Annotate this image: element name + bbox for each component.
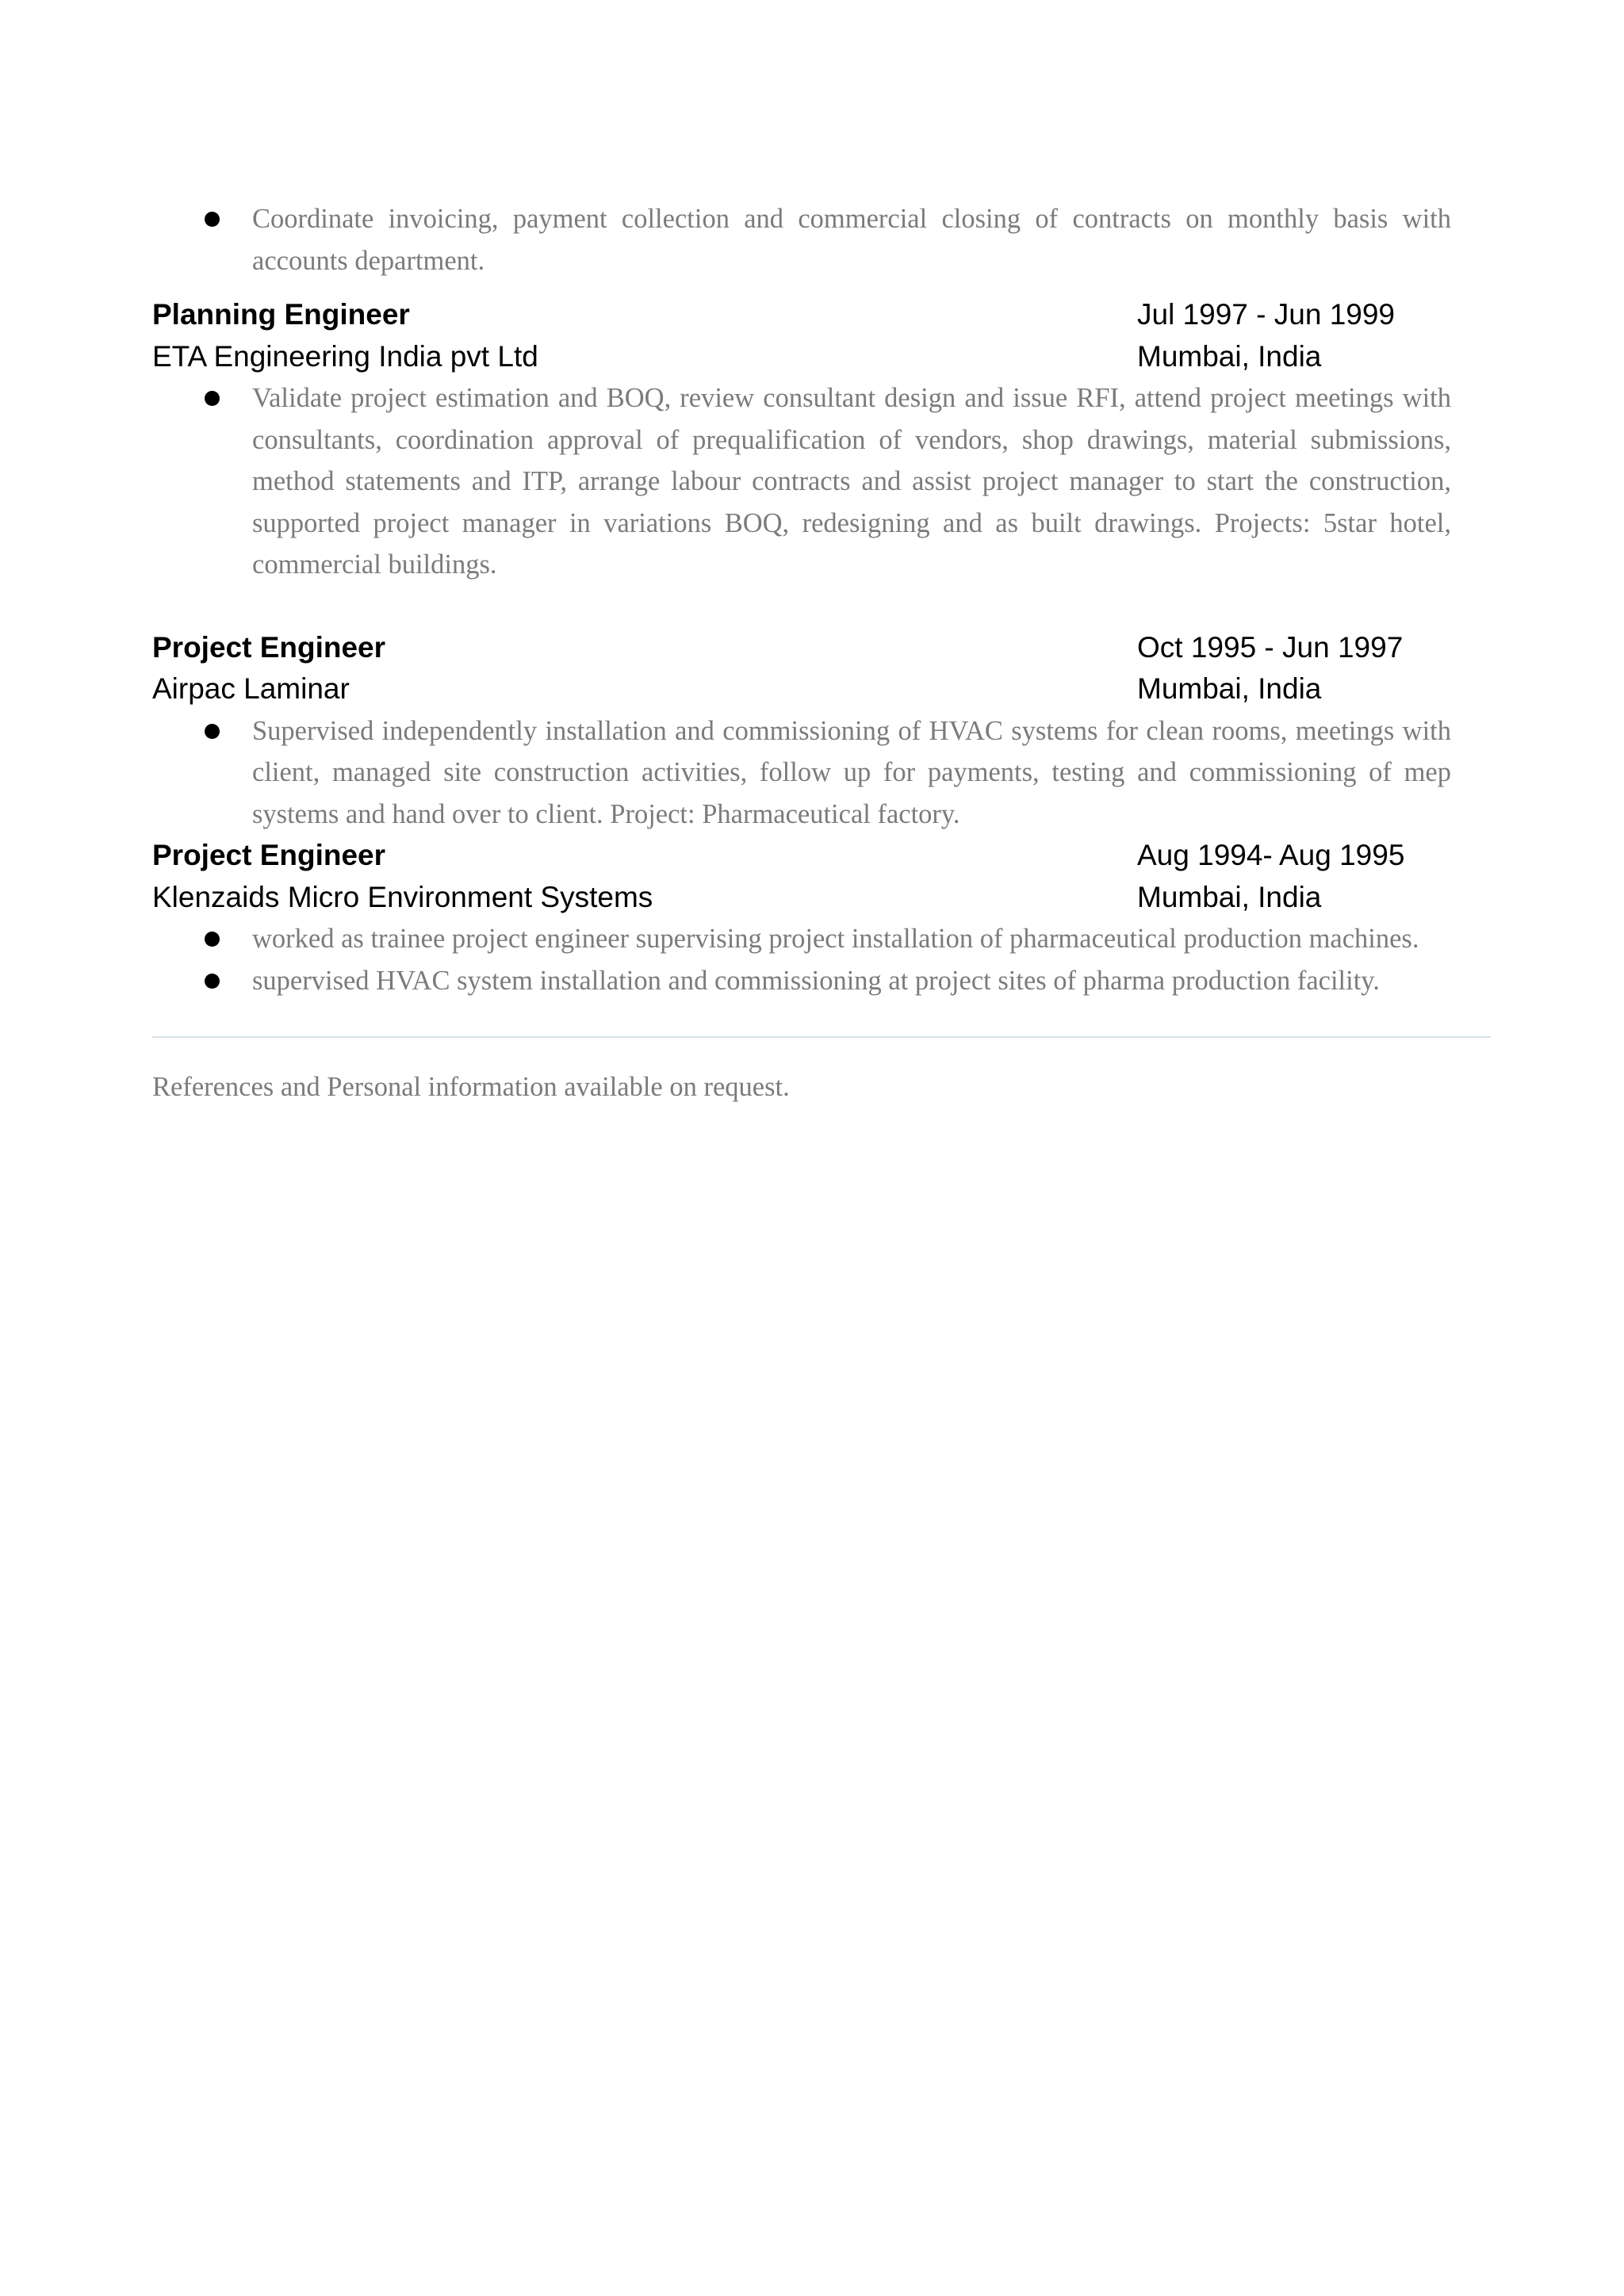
bullet-text: Supervised independently installation and commissioning of HVAC systems for clean rooms, meetings with client, managed site construction activities, follow up for payments, testing and commissioning of mep systems and hand over to client. Project: Pharmaceutical factory. [252,715,1451,829]
job-title-row [152,835,1491,877]
job-title: Project Engineer [152,839,386,871]
job-title-row [152,627,1491,669]
job-location: Mumbai, India [1137,339,1322,373]
list-item [252,918,1451,960]
job-company-row [152,877,1491,919]
job-location: Mumbai, India [1137,672,1322,705]
job-bullet-list [152,377,1491,586]
job-entry-planning-engineer [152,294,1491,586]
job-company-row [152,336,1491,378]
job-title: Planning Engineer [152,298,410,331]
bullet-icon [205,724,220,739]
list-item [252,198,1451,281]
job-title-row [152,294,1491,336]
bullet-icon [205,974,220,989]
bullet-icon [205,932,220,947]
list-item [252,960,1451,1002]
bullet-icon [205,391,220,406]
job-bullet-list [152,918,1491,1001]
bullet-text: supervised HVAC system installation and commissioning at project sites of pharma production facility. [252,965,1380,996]
job-bullet-list [152,710,1491,836]
job-entry-project-engineer-airpac [152,627,1491,836]
job-company-row [152,668,1491,710]
footer-note: References and Personal information available on request. [152,1072,790,1102]
job-entry-project-engineer-klenzaids [152,835,1491,1001]
section-divider [152,1036,1491,1038]
job-title: Project Engineer [152,630,386,664]
bullet-text: Coordinate invoicing, payment collection and commercial closing of contracts on monthly basis with accounts department. [252,204,1451,276]
job-company: Airpac Laminar [152,672,350,705]
job-dates: Oct 1995 - Jun 1997 [1137,630,1404,664]
job-dates: Aug 1994- Aug 1995 [1137,839,1405,871]
bullet-text: Validate project estimation and BOQ, review consultant design and issue RFI, attend project meetings with consultants, coordination approval of prequalification of vendors, shop drawings, material submissions, method statements and ITP, arrange labour contracts and assist project manager to start the construction, supported project manager in variations BOQ, redesigning and as built drawings. Projects: 5star hotel, commercial buildings. [252,383,1451,580]
list-item [252,377,1451,586]
list-item [252,710,1451,836]
intro-bullet-list [152,198,1491,281]
job-location: Mumbai, India [1137,880,1322,913]
resume-page [152,198,1491,1108]
bullet-icon [205,212,220,227]
job-dates: Jul 1997 - Jun 1999 [1137,298,1396,331]
bullet-text: worked as trainee project engineer supervising project installation of pharmaceutical production machines. [252,924,1419,954]
job-company: ETA Engineering India pvt Ltd [152,339,538,373]
job-company: Klenzaids Micro Environment Systems [152,880,653,913]
